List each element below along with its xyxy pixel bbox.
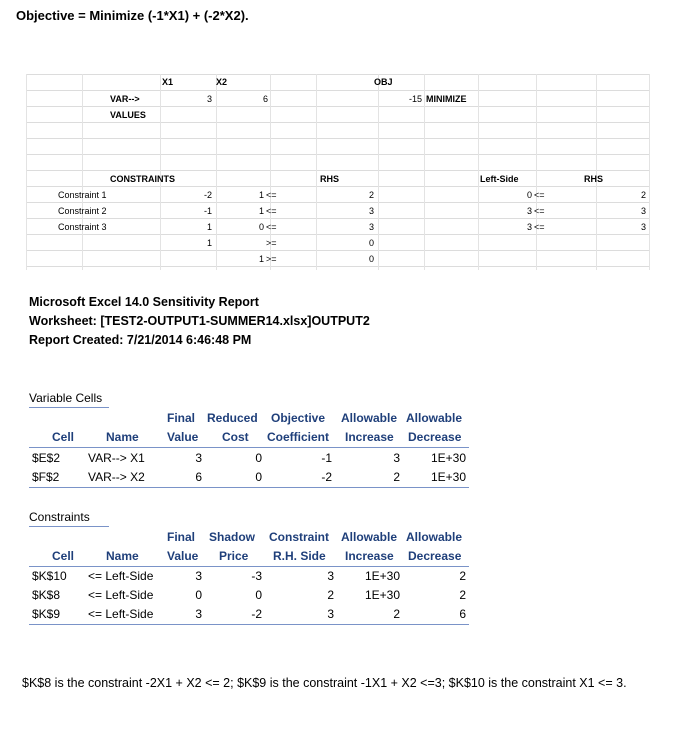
ct-header-allowable-dec: Allowable bbox=[406, 530, 463, 544]
vc-header-allowable-inc: Allowable bbox=[341, 411, 398, 425]
constraint-x2: 1 bbox=[258, 190, 264, 200]
ct-header-rhs: R.H. Side bbox=[273, 549, 326, 563]
footnote: $K$8 is the constraint -2X1 + X2 <= 2; $K$9 is the constraint -1X1 + X2 <=3; $K$10 is the constraint X1 <= 3. bbox=[22, 676, 627, 690]
ct-rhs: 2 bbox=[327, 588, 334, 602]
var-label: VAR--> bbox=[110, 94, 140, 104]
constraint-x1: 1 bbox=[206, 222, 212, 232]
constraint-op: <= bbox=[266, 190, 277, 200]
constraint-rhs: 0 bbox=[368, 238, 374, 248]
ct-decrease: 2 bbox=[459, 588, 466, 602]
ct-name: <= Left-Side bbox=[88, 569, 154, 583]
constraint-ls-op: <= bbox=[534, 222, 545, 232]
ct-header-cell: Cell bbox=[52, 549, 75, 563]
ct-value: 3 bbox=[195, 569, 202, 583]
constraint-x1: -2 bbox=[203, 190, 212, 200]
vc-header-objective: Objective bbox=[271, 411, 326, 425]
ct-value: 0 bbox=[195, 588, 202, 602]
ct-cell: $K$10 bbox=[32, 569, 67, 583]
vc-header-cell: Cell bbox=[52, 430, 75, 444]
ct-header-constraint: Constraint bbox=[269, 530, 329, 544]
ct-price: -2 bbox=[251, 607, 262, 621]
vc-increase: 2 bbox=[393, 470, 400, 484]
vc-name: VAR--> X1 bbox=[88, 451, 145, 465]
constraint-op: <= bbox=[266, 222, 277, 232]
vc-cost: 0 bbox=[255, 451, 262, 465]
vc-header-allowable-dec: Allowable bbox=[406, 411, 463, 425]
constraint-name: Constraint 1 bbox=[58, 190, 107, 200]
ct-header-shadow: Shadow bbox=[209, 530, 256, 544]
left-side-label: Left-Side bbox=[480, 174, 519, 184]
ct-cell: $K$8 bbox=[32, 588, 61, 602]
constraint-op: <= bbox=[266, 206, 277, 216]
ct-header-name: Name bbox=[106, 549, 139, 563]
constraint-x2: 1 bbox=[258, 206, 264, 216]
ct-price: 0 bbox=[255, 588, 262, 602]
ct-header-final: Final bbox=[167, 530, 196, 544]
ct-decrease: 2 bbox=[459, 569, 466, 583]
vc-header-coefficient: Coefficient bbox=[267, 430, 330, 444]
constraint-x1: -1 bbox=[203, 206, 212, 216]
ct-rhs: 3 bbox=[327, 569, 334, 583]
objective-line: Objective = Minimize (-1*X1) + (-2*X2). bbox=[16, 8, 249, 23]
constraint-rhs: 0 bbox=[368, 254, 374, 264]
vc-header-decrease: Decrease bbox=[408, 430, 462, 444]
ct-increase: 1E+30 bbox=[364, 569, 400, 583]
constraint-name: Constraint 2 bbox=[58, 206, 107, 216]
ct-header-increase: Increase bbox=[345, 549, 394, 563]
constraint-ls: 3 bbox=[526, 206, 532, 216]
ct-price: -3 bbox=[251, 569, 262, 583]
vc-value: 3 bbox=[195, 451, 202, 465]
constraint-op: >= bbox=[266, 254, 277, 264]
constraint-name: Constraint 3 bbox=[58, 222, 107, 232]
constraint-x2: 0 bbox=[258, 222, 264, 232]
variable-cells-heading: Variable Cells bbox=[29, 391, 103, 405]
x1-value: 3 bbox=[206, 94, 212, 104]
constraint-rhs2: 3 bbox=[640, 206, 646, 216]
x2-value: 6 bbox=[262, 94, 268, 104]
constraint-rhs2: 2 bbox=[640, 190, 646, 200]
constraint-x2: 1 bbox=[258, 254, 264, 264]
vc-header-rule bbox=[29, 447, 469, 448]
values-label: VALUES bbox=[110, 110, 146, 120]
report-created: Report Created: 7/21/2014 6:46:48 PM bbox=[29, 333, 252, 347]
constraint-ls-op: <= bbox=[534, 190, 545, 200]
vc-header-increase: Increase bbox=[345, 430, 394, 444]
ct-decrease: 6 bbox=[459, 607, 466, 621]
ct-name: <= Left-Side bbox=[88, 607, 154, 621]
report-worksheet: Worksheet: [TEST2-OUTPUT1-SUMMER14.xlsx]OUTPUT2 bbox=[29, 314, 370, 328]
vc-header-name: Name bbox=[106, 430, 139, 444]
vc-cell: $E$2 bbox=[32, 451, 61, 465]
header-x2: X2 bbox=[216, 77, 228, 87]
vc-header-value: Value bbox=[167, 430, 199, 444]
heading-underline bbox=[29, 407, 109, 408]
vc-increase: 3 bbox=[393, 451, 400, 465]
ct-value: 3 bbox=[195, 607, 202, 621]
constraint-op: >= bbox=[266, 238, 277, 248]
vc-decrease: 1E+30 bbox=[430, 470, 466, 484]
rhs-label: RHS bbox=[320, 174, 340, 184]
obj-value: -15 bbox=[408, 94, 422, 104]
vc-header-cost: Cost bbox=[222, 430, 249, 444]
constraint-ls: 3 bbox=[526, 222, 532, 232]
ct-header-allowable-inc: Allowable bbox=[341, 530, 398, 544]
ct-cell: $K$9 bbox=[32, 607, 61, 621]
vc-header-reduced: Reduced bbox=[207, 411, 258, 425]
ct-header-price: Price bbox=[219, 549, 249, 563]
constraint-x1: 1 bbox=[206, 238, 212, 248]
ct-rhs: 3 bbox=[327, 607, 334, 621]
ct-name: <= Left-Side bbox=[88, 588, 154, 602]
minimize-label: MINIMIZE bbox=[426, 94, 467, 104]
vc-name: VAR--> X2 bbox=[88, 470, 145, 484]
vc-header-final: Final bbox=[167, 411, 196, 425]
constraint-rhs: 3 bbox=[368, 206, 374, 216]
ct-increase: 2 bbox=[393, 607, 400, 621]
constraints-label: CONSTRAINTS bbox=[110, 174, 175, 184]
vc-bottom-rule bbox=[29, 487, 469, 488]
ct-header-decrease: Decrease bbox=[408, 549, 462, 563]
ct-header-rule bbox=[29, 566, 469, 567]
constraint-ls-op: <= bbox=[534, 206, 545, 216]
ct-header-value: Value bbox=[167, 549, 199, 563]
constraint-rhs2: 3 bbox=[640, 222, 646, 232]
vc-value: 6 bbox=[195, 470, 202, 484]
header-x1: X1 bbox=[162, 77, 174, 87]
ct-bottom-rule bbox=[29, 624, 469, 625]
vc-decrease: 1E+30 bbox=[430, 451, 466, 465]
rhs2-label: RHS bbox=[584, 174, 604, 184]
ct-increase: 1E+30 bbox=[364, 588, 400, 602]
constraint-rhs: 3 bbox=[368, 222, 374, 232]
constraint-rhs: 2 bbox=[368, 190, 374, 200]
report-title: Microsoft Excel 14.0 Sensitivity Report bbox=[29, 295, 259, 309]
vc-coefficient: -2 bbox=[321, 470, 332, 484]
spreadsheet-grid bbox=[26, 74, 650, 270]
vc-cell: $F$2 bbox=[32, 470, 60, 484]
header-obj: OBJ bbox=[374, 77, 393, 87]
vc-cost: 0 bbox=[255, 470, 262, 484]
vc-coefficient: -1 bbox=[321, 451, 332, 465]
heading-underline bbox=[29, 526, 109, 527]
constraint-ls: 0 bbox=[526, 190, 532, 200]
constraints-heading: Constraints bbox=[29, 510, 90, 524]
